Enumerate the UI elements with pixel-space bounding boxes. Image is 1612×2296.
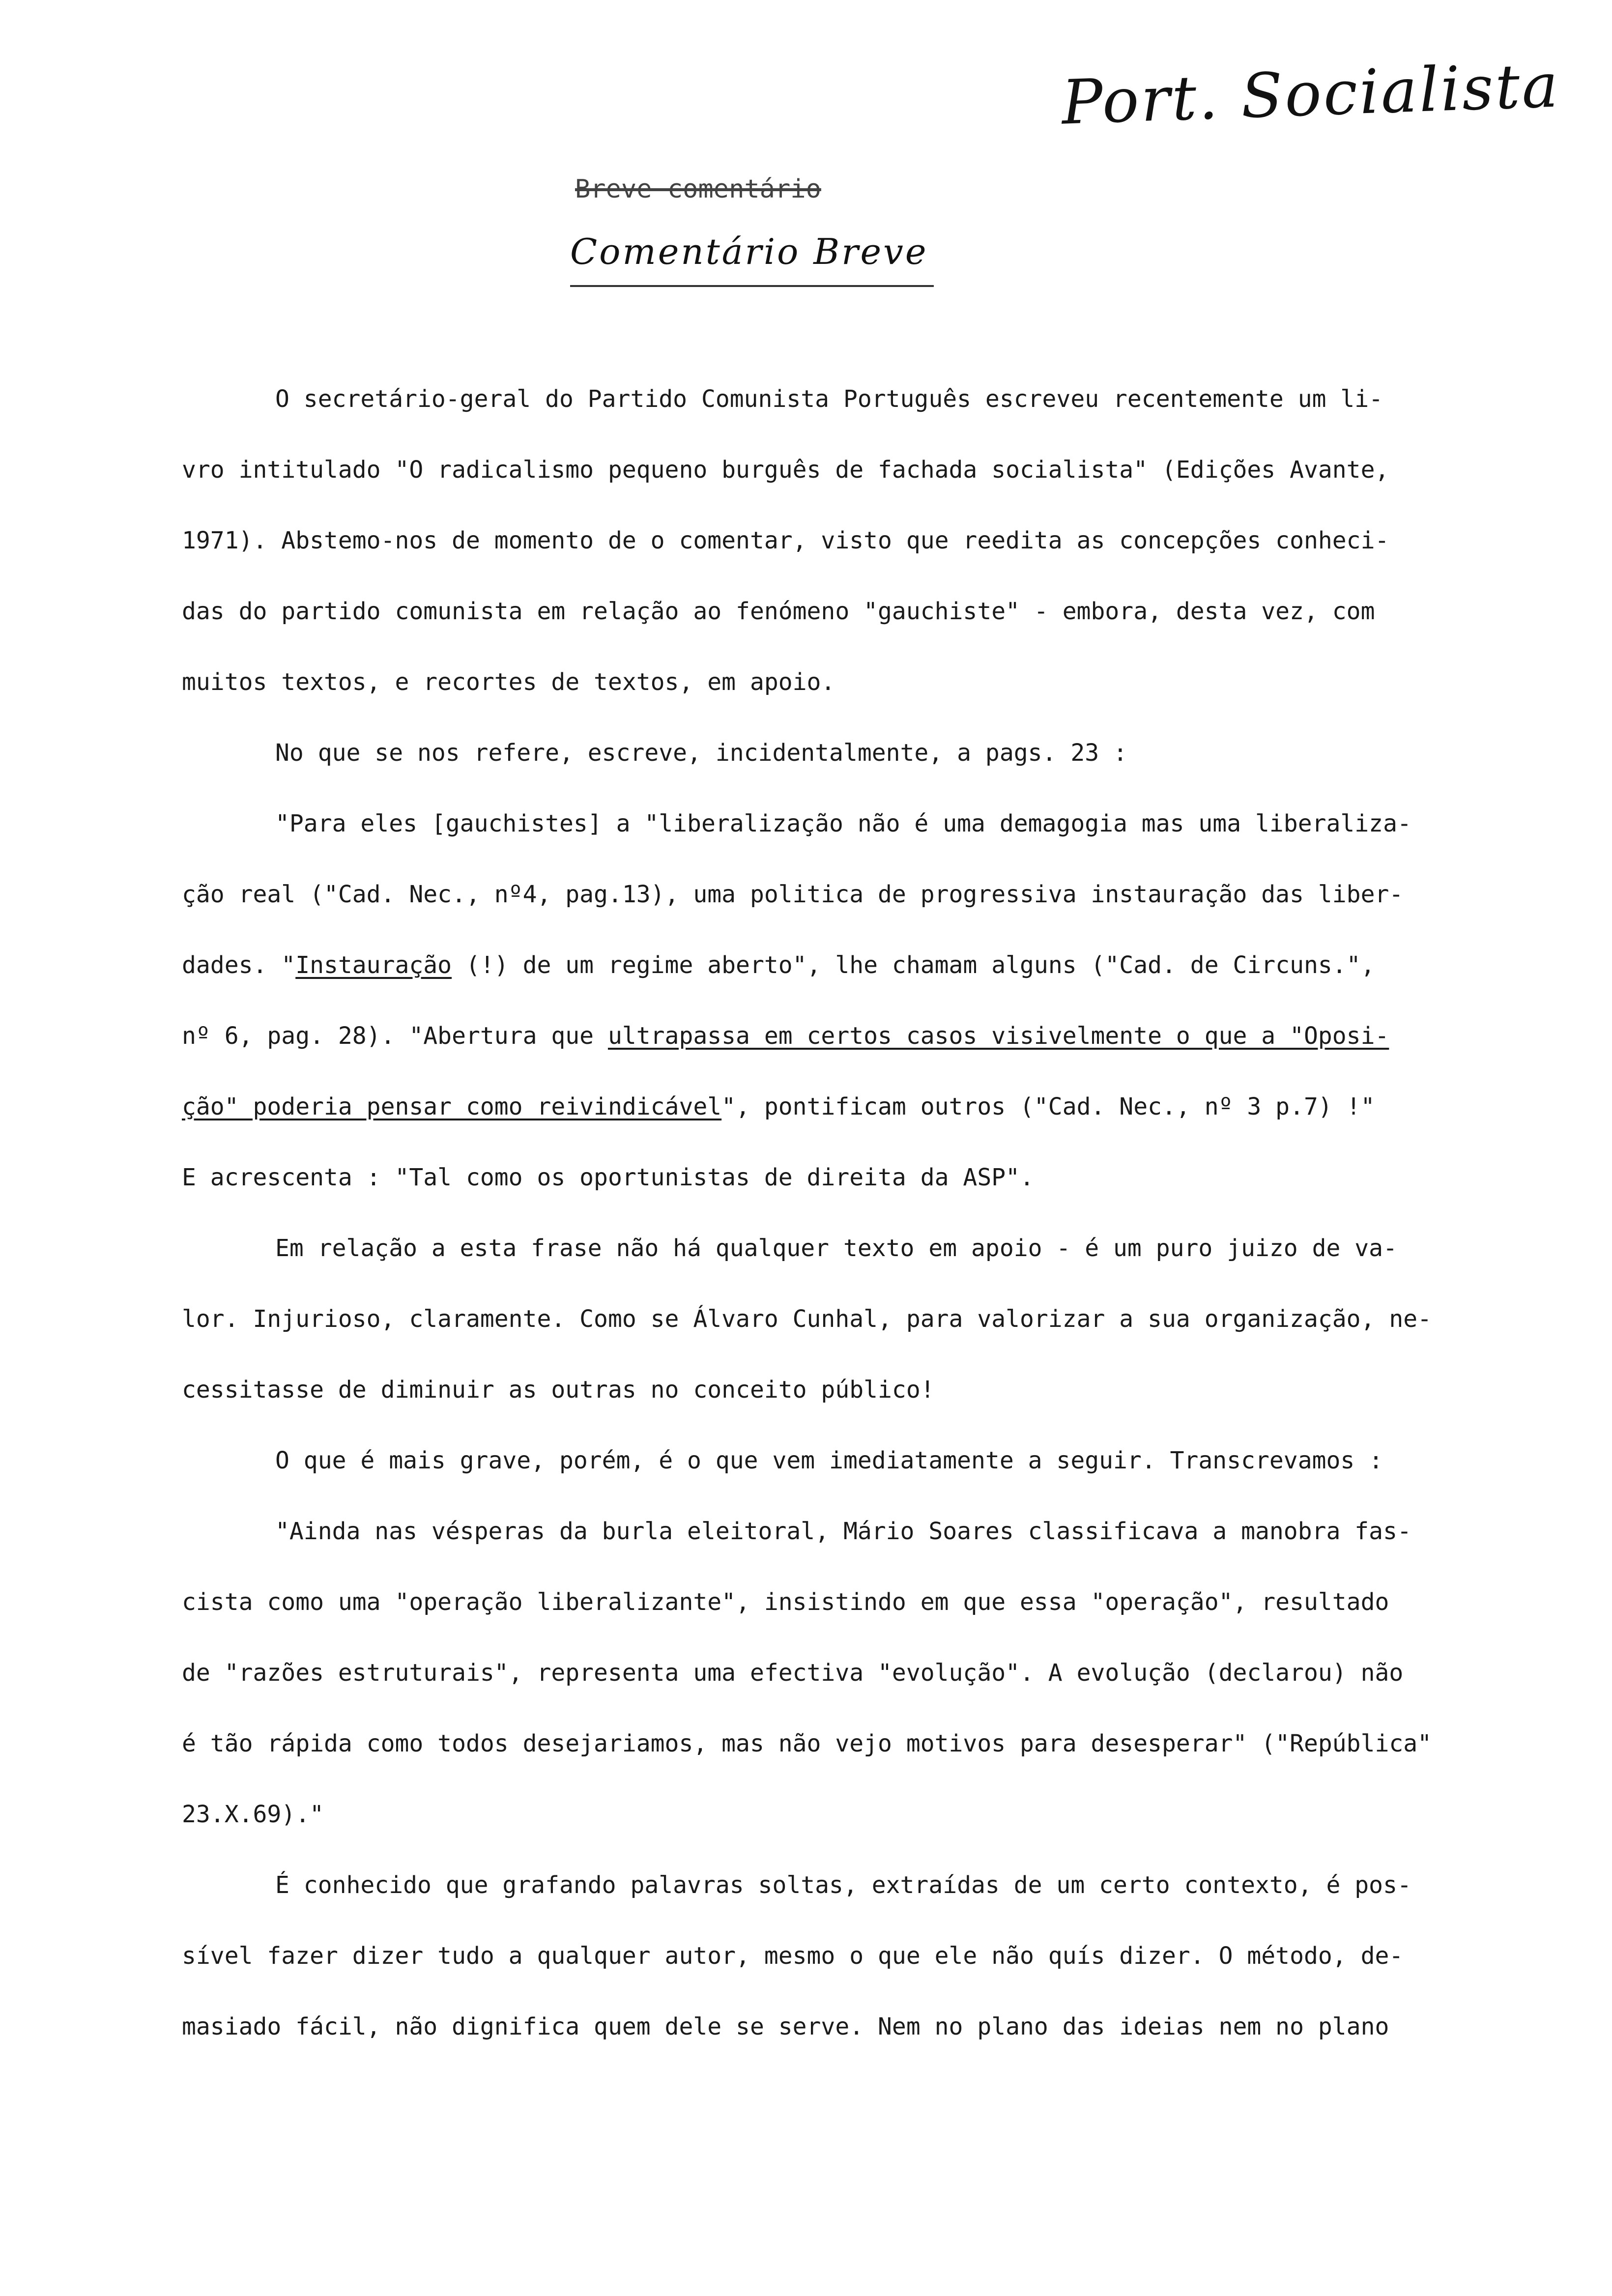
- text-line: No que se nos refere, escreve, incidentalmente, a pags. 23 :: [275, 739, 1127, 767]
- handwritten-annotation: Port. Socialista: [1060, 50, 1561, 139]
- text-line: de "razões estruturais", representa uma efectiva "evolução". A evolução (declarou) não: [182, 1659, 1404, 1687]
- text-line: [182, 1071, 1484, 1142]
- text-line: E acrescenta : "Tal como os oportunistas de direita da ASP".: [182, 1164, 1034, 1191]
- text-line: 1971). Abstemo-nos de momento de o comentar, visto que reedita as concepções conheci-: [182, 527, 1389, 554]
- text-line: "Ainda nas vésperas da burla eleitoral, Mário Soares classificava a manobra fas-: [275, 1518, 1411, 1545]
- text-line: vro intitulado "O radicalismo pequeno burguês de fachada socialista" (Edições Avante,: [182, 456, 1389, 484]
- text-line: O que é mais grave, porém, é o que vem imediatamente a seguir. Transcrevamos :: [275, 1447, 1383, 1474]
- text-line: cessitasse de diminuir as outras no conceito público!: [182, 1376, 935, 1404]
- text-line: é tão rápida como todos desejariamos, mas não vejo motivos para desesperar" ("República": [182, 1730, 1432, 1757]
- underlined-text: ção" poderia pensar como reivindicável: [182, 1093, 722, 1120]
- text-line: cista como uma "operação liberalizante", insistindo em que essa "operação", resultado: [182, 1588, 1389, 1616]
- text-line: sível fazer dizer tudo a qualquer autor, mesmo o que ele não quís dizer. O método, de-: [182, 1942, 1404, 1970]
- underlined-text: ultrapassa em certos casos visivelmente o que a "Oposi-: [607, 1022, 1389, 1050]
- underlined-text: Instauração: [295, 951, 452, 979]
- text-line: É conhecido que grafando palavras soltas, extraídas de um certo contexto, é pos-: [275, 1871, 1411, 1899]
- text-line: O secretário-geral do Partido Comunista Português escreveu recentemente um li-: [275, 385, 1383, 413]
- handwritten-title: Comentário Breve: [570, 231, 928, 272]
- text-line: [182, 930, 1484, 1001]
- text-span: ", pontificam outros ("Cad. Nec., nº 3 p.7) !": [721, 1093, 1375, 1120]
- text-span: dades. ": [182, 951, 296, 979]
- text-line: [182, 1001, 1484, 1071]
- text-line: lor. Injurioso, claramente. Como se Álvaro Cunhal, para valorizar a sua organização, ne-: [182, 1305, 1432, 1333]
- text-span: nº 6, pag. 28). "Abertura que: [182, 1022, 608, 1050]
- text-line: Em relação a esta frase não há qualquer texto em apoio - é um puro juizo de va-: [275, 1234, 1397, 1262]
- text-line: "Para eles [gauchistes] a "liberalização não é uma demagogia mas uma liberaliza-: [275, 810, 1411, 837]
- text-line: 23.X.69).": [182, 1801, 324, 1828]
- text-span: (!) de um regime aberto", lhe chamam alguns ("Cad. de Circuns.",: [452, 951, 1375, 979]
- text-line: muitos textos, e recortes de textos, em apoio.: [182, 668, 835, 696]
- document-body: [182, 364, 1484, 2062]
- text-line: das do partido comunista em relação ao fenómeno "gauchiste" - embora, desta vez, com: [182, 598, 1375, 625]
- title-underline: [570, 285, 934, 287]
- text-line: ção real ("Cad. Nec., nº4, pag.13), uma politica de progressiva instauração das liber-: [182, 881, 1404, 908]
- text-line: masiado fácil, não dignifica quem dele se serve. Nem no plano das ideias nem no plano: [182, 2013, 1389, 2040]
- struck-through-title: Breve comentário: [575, 174, 821, 204]
